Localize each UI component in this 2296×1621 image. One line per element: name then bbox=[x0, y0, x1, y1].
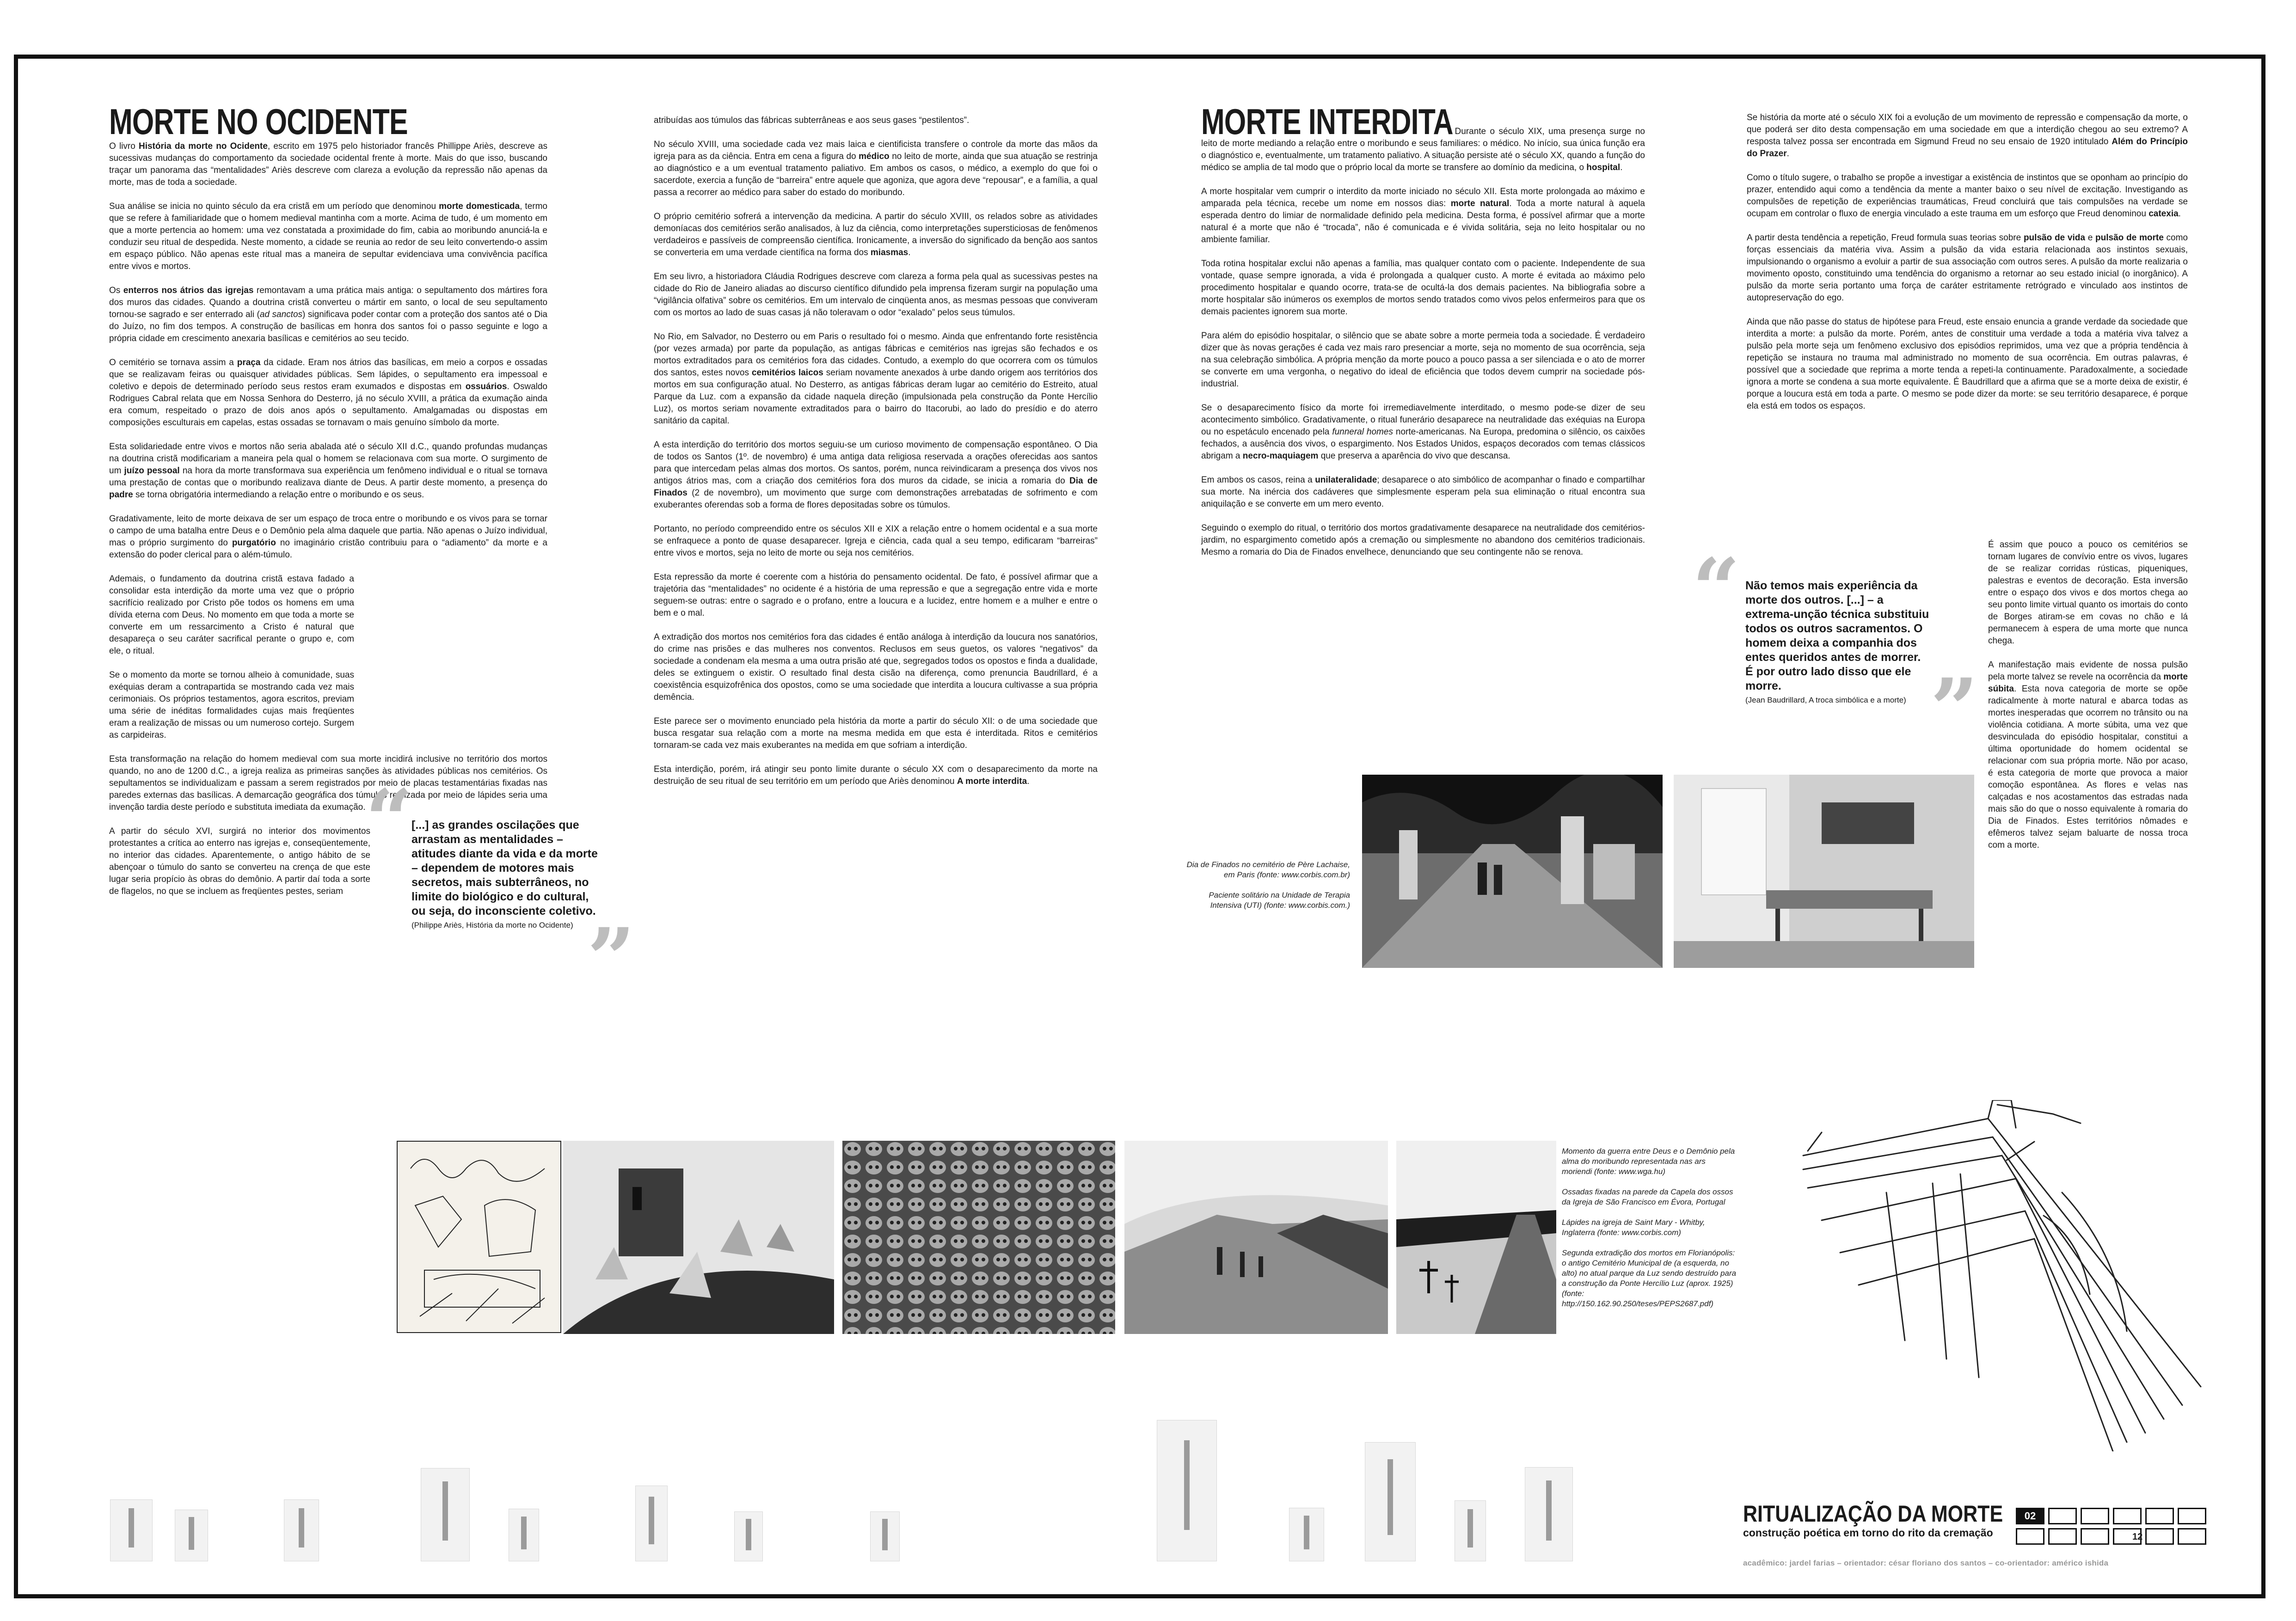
project-title: RITUALIZAÇÃO DA MORTE bbox=[1743, 1501, 2003, 1527]
paragraph: O cemitério se tornava assim a praça da cidade. Eram nos átrios das basílicas, em meio a corpos e ossadas que se realizavam feiras ou quaisquer atividades públicas. Sem lápides, o sepultamento era impessoal e coletivo e depois de determinado período seus restos eram exumados e dispostas em ossuários. Oswaldo Rodrigues Cabral relata que em Nossa Senhora do Desterro, já no século XVIII, a prática da exumação ainda era comum, respeitado o prazo de dois anos após o sepultamento. Amalgamadas ou dispostas em composições esculturais em capelas, estas ossadas se tornavam o mais genuíno símbolo da morte. bbox=[109, 358, 547, 428]
memorial-pillar bbox=[870, 1511, 900, 1561]
project-subtitle: construção poética em torno do rito da cremação bbox=[1743, 1527, 1993, 1539]
sheet-cell bbox=[2048, 1528, 2077, 1545]
paragraph: Ainda que não passe do status de hipótese para Freud, este ensaio enuncia a grande verdade da sociedade que interdita a morte: a pulsão da morte. Porém, antes de constituir uma verdade a toda a matéria viva talvez a pulsão pela morte seja um fenômeno exclusivo dos episódios reprimidos, uma vez que a própria tendência à repetição se instaura no trauma mal administrado no momento de sua ocorrência. Em outras palavras, é possível que a sociedade que reprima a morte tenda a repeti-la continuamente. Paradoxalmente, a sociedade ignora a morte se condena a sua morte equivalente. É Baudrillard que a afirma que se a morte deixa de existir, é porque a loucura está em toda a parte. O mesmo se pode dizer da morte: se seu território desaparece, é porque ela está em todos os espaços. bbox=[1747, 317, 2188, 411]
credits-line: acadêmico: jardel farias – orientador: césar floriano dos santos – co-orientador: américo ishida bbox=[1743, 1559, 2109, 1567]
photo-roadside-crosses bbox=[1396, 1141, 1556, 1334]
photo-evora-bones bbox=[842, 1141, 1115, 1334]
paragraph: No século XVIII, uma sociedade cada vez mais laica e cientificista transfere o controle da morte das mãos da igreja para as da ciência. Entra em cena a figura do médico no leito de morte, ainda que sua atuação se restrinja ao diagnóstico e a um eventual tratamento paliativo. Em ambos os casos, o médico, a exemplo do que foi o sacerdote, exercia a função de “barreira” entre aquele que agoniza, que agora deve “repousar”, e a família, a qual passa a recorrer ao médico para saber do estado do moribundo. bbox=[654, 140, 1098, 197]
text-column-4 bbox=[1747, 112, 2188, 424]
photo-uti bbox=[1674, 775, 1974, 968]
paragraph: Se história da morte até o século XIX foi a evolução de um movimento de repressão e compensação da morte, o que poderá ser dito desta compensação em uma sociedade em que a interdição chegou ao seu extremo? A resposta talvez possa ser encontrada em Sigmund Freud no seu ensaio de 1920 intitulado Além do Princípio do Prazer. bbox=[1747, 113, 2188, 159]
text-column-1 bbox=[109, 101, 548, 910]
quote-baudrillard: Não temos mais experiência da morte dos outros. [...] – a extrema-unção técnica substituiu todos os outros sacramentos. O homem deixa a companhia dos entes queridos antes de morrer. É por outro lado disso que ele morre. (Jean Baudrillard, A troca simbólica e a morte) bbox=[1745, 579, 1929, 704]
memorial-pillar bbox=[1365, 1442, 1416, 1561]
architectural-sketch bbox=[1794, 1100, 2210, 1451]
sheet-cell bbox=[2113, 1508, 2142, 1524]
paragraph: Esta transformação na relação do homem medieval com sua morte incidirá inclusive no território dos mortos quando, no ano de 1200 d.C., a igreja realiza as primeiras sanções às atividades públicas nos cemitérios. Os sepultamentos se individualizam e passam a serem registrados por meio de placas testamentárias fixadas nas paredes externas das basílicas. A demarcação geográfica dos túmulos realizada por meio de lápides seria uma invenção tardia deste período e substituta imediata da exumação. bbox=[109, 754, 547, 812]
sheet-cell bbox=[2081, 1528, 2109, 1545]
memorial-pillar bbox=[635, 1486, 668, 1561]
paragraph: atribuídas aos túmulos das fábricas subterrâneas e aos seus gases “pestilentos”. bbox=[654, 116, 970, 125]
memorial-pillar bbox=[1455, 1500, 1486, 1561]
paragraph: A morte hospitalar vem cumprir o interdito da morte iniciado no século XII. Esta morte prolongada ao máximo e amparada pela técnica, recebe um nome em nossos dias: morte natural. Toda a morte natural à aquela esperada dentro do limiar de normalidade definido pela medicina. Desta forma, é possível afirmar que a morte natural é a morte que não é “trocada”, não é comunicada e é vivida solitária, seja no leito hospitalar ou no ambiente familiar. bbox=[1201, 187, 1645, 245]
footer-title-block bbox=[1743, 1502, 2045, 1539]
paragraph: Sua análise se inicia no quinto século da era cristã em um período que denominou morte domesticada, termo que se refere à familiaridade que o homem medieval mantinha com a morte. Acima de tudo, é um momento em que a morte pertencia ao homem: uma vez constatada a proximidade do fim, cabia ao moribundo anunciá-la e conduzir seu ritual de despedida. Neste momento, a cidade se reunia ao redor de seu leito convertendo-o assim em espaço público. Não apenas este ritual mas a maneira de sepultar evidenciava uma convivência pacífica entre vivos e mortos. bbox=[109, 202, 548, 271]
heading-morte-no-ocidente: MORTE NO OCIDENTE bbox=[109, 101, 408, 142]
heading-morte-interdita: MORTE INTERDITA bbox=[1201, 101, 1453, 142]
paragraph: A esta interdição do território dos mortos seguiu-se um curioso movimento de compensação espontâneo. O Dia de todos os Santos (1º. de novembro) é uma antiga data religiosa reservada a orações oferecidas aos santos para que intercedam pelas almas dos mortos. Os santos, porém, nunca reivindicaram a presença dos vivos nos antigos átrios mas, com a criação dos cemitérios fora dos muros da cidade, se inicia a romaria do Dia de Finados (2 de novembro), um movimento que surge com demonstrações arrebatadas de sofrimento e com exuberantes oferendas sob a forma de flores depositadas sobre os túmulos. bbox=[654, 440, 1098, 510]
open-quote-icon: “ bbox=[365, 771, 413, 869]
sheet-cell bbox=[2178, 1508, 2206, 1524]
memorial-pillar bbox=[1157, 1420, 1217, 1561]
paragraph: Portanto, no período compreendido entre os séculos XII e XIX a relação entre o homem ocidental e a sua morte se enfraquece a ponto de quase desaparecer. Igreja e ciência, cada qual a seu tempo, edificaram “barreiras” entre vivos e mortos, seja no leito de morte ou seja nos cemitérios. bbox=[654, 524, 1098, 558]
sheet-cell bbox=[2145, 1508, 2174, 1524]
paragraph: No Rio, em Salvador, no Desterro ou em Paris o resultado foi o mesmo. Ainda que enfrentando forte resistência (por vezes armada) por parte da população, as antigas fábricas e cemitérios nas igrejas são fechados e os mortos extraditados para os cemitérios fora das cidades. Contudo, a exemplo do que ocorrera com os túmulos dos santos, estes novos cemitérios laicos seriam novamente anexados à urbe dando origem aos territórios dos mortos em sua configuração atual. No Desterro, as antigas fábricas deram lugar ao cemitério do Estreito, atual Parque da Luz. com a expansão da cidade naquela direção (impulsionada pela construção da Ponte Hercílio Luz), os mortos seriam novamente extraditados para o bairro do Itacorubi, ao lado do presídio e do aterro sanitário da capital. bbox=[654, 332, 1098, 426]
memorial-pillar bbox=[1289, 1508, 1324, 1561]
photo-whitby-gravestones bbox=[563, 1141, 834, 1334]
text-column-2 bbox=[654, 115, 1098, 800]
sheet-cell bbox=[2081, 1508, 2109, 1524]
sheet-total: 12 bbox=[2132, 1532, 2143, 1542]
paragraph: Gradativamente, leito de morte deixava de ser um espaço de troca entre o moribundo e os vivos para se tornar o campo de uma batalha entre Deus e o Demônio pela alma daquele que partia. Não apenas o Juízo individual, mas o próprio surgimento do purgatório no imaginário cristão contribuiu para o “adiamento” da morte e a extensão do poder clerical para o além-túmulo. bbox=[109, 514, 547, 560]
paragraph: Esta solidariedade entre vivos e mortos não seria abalada até o século XII d.C., quando profundas mudanças na doutrina cristã modificariam a maneira pela qual o homem se relacionava com sua morte. O surgimento de um juízo pessoal na hora da morte transformava sua experiência um fenômeno individual e o ritual se tornava uma prestação de contas que o moribundo realizava diante de Deus. A partir deste momento, a presença do padre se torna obrigatória intermediando a relação entre o moribundo e os seus. bbox=[109, 442, 547, 500]
memorial-pillar bbox=[1525, 1467, 1573, 1561]
paragraph: Este parece ser o movimento enunciado pela história da morte a partir do século XII: o de uma sociedade que busca resgatar sua relação com a morte na mesma medida em que esta é interditada. Ritos e cemitérios tornaram-se cada vez mais exuberantes na medida em que sofriam a interdição. bbox=[654, 716, 1098, 750]
memorial-pillar bbox=[175, 1510, 208, 1561]
paragraph: A partir desta tendência a repetição, Freud formula suas teorias sobre pulsão de vida e pulsão de morte como forças essenciais da matéria viva. Assim a pulsão da vida estaria relacionada aos instintos sexuais, impulsionando o organismo a evoluir a partir de sua associação com outros seres. A pulsão da morte realizaria o movimento oposto, constituindo uma tendência do organismo a retornar ao seu estado inicial (o inorgânico). A pulsão da morte seria portanto uma força de caráter estritamente retrógrado e vinculado aos instintos de autopreservação do ego. bbox=[1747, 233, 2188, 303]
paragraph: Seguindo o exemplo do ritual, o território dos mortos gradativamente desaparece na neutralidade dos cemitérios-jardim, no espargimento cometido após a cremação ou simplesmente no abandono dos cemitérios tradicionais. Mesmo a romaria do Dia de Finados envelhece, denunciando que seu contingente não se renova. bbox=[1201, 523, 1645, 557]
paragraph: Como o título sugere, o trabalho se propõe a investigar a existência de instintos que se oponham ao princípio do prazer, entendido aqui como a tendência da mente a manter baixo o seu nível de excitação. Investigando as compulsões de repetição de experiências traumáticas, Freud concluirá que tais compulsões na verdade se ocupam em controlar o fluxo de energia vinculado a este trauma em um esforço que Freud denominou catexia. bbox=[1747, 173, 2188, 219]
quote-aries: [...] as grandes oscilações que arrastam as mentalidades – atitudes diante da vida e da morte – dependem de motores mais secretos, mais subterrâneos, no limite do biológico e do cultural, ou seja, do inconsciente coletivo. (Philippe Ariès, História da morte no Ocidente) bbox=[411, 819, 598, 930]
close-quote-icon: ” bbox=[1930, 661, 1978, 758]
caption-finados: Dia de Finados no cemitério de Père Lachaise, em Paris (fonte: www.corbis.com.br) Paciente solitário na Unidade de Terapia Intensiva (UTI) (fonte: www.corbis.com.) bbox=[1186, 860, 1350, 910]
paragraph: Se o desaparecimento físico da morte foi irremediavelmente interditado, o mesmo pode-se dizer de seu acontecimento simbólico. Gradativamente, o ritual funerário desaparece na neutralidade das exéquias na Europa ou no espetáculo encenado pela funneral homes norte-americanas. Na Europa, predomina o silêncio, os caixões fechados, a ausência dos vivos, o espargimento. Nos Estados Unidos, espaços decorados com temas clássicos abrigam a necro-maquiagem que preserva a aparência do vivo que descansa. bbox=[1201, 403, 1645, 461]
paragraph: Para além do episódio hospitalar, o silêncio que se abate sobre a morte permeia toda a sociedade. É verdadeiro dizer que às novas gerações é cada vez mais raro presenciar a morte, seja no momento de sua ocorrência, seja na sua celebração simbólica. A própria menção da morte pouco a pouco passa a ser silenciada e o ato de morrer se converte em uma vergonha, o negativo do ideal de eficiência que todos devem cumprir na sociedade pós-industrial. bbox=[1201, 331, 1645, 389]
memorial-pillar bbox=[421, 1468, 470, 1561]
paragraph: Em seu livro, a historiadora Cláudia Rodrigues descreve com clareza a forma pela qual as sucessivas pestes na cidade do Rio de Janeiro aliadas ao discurso científico difundido pela imprensa fizeram surgir na população uma “vigilância olfativa” sobre os cemitérios. Em um intervalo de cinqüenta anos, as mesmas pessoas que conviveram com os mortos ao lado de suas casas já não toleravam o odor “exalado” pelos seus túmulos. bbox=[654, 272, 1098, 318]
memorial-pillar bbox=[284, 1499, 319, 1561]
paragraph: Esta interdição, porém, irá atingir seu ponto limite durante o século XX com o desaparecimento da morte na destruição de seu ritual de seu território em um período que Ariès denominou A morte interdita. bbox=[654, 765, 1098, 786]
paragraph: O livro História da morte no Ocidente, escrito em 1975 pelo historiador francês Phillippe Ariès, descreve as sucessivas mudanças do comportamento da sociedade ocidental frente à morte. Mais do que isso, buscando traçar um panorama das “mentalidades” Ariès descreve com clareza a evolução da repressão não apenas da morte, mas de toda a sociedade. bbox=[109, 141, 547, 187]
text-column-4b bbox=[1988, 539, 2188, 863]
strip-captions: Momento da guerra entre Deus e o Demônio pela alma do moribundo representada nas ars moriendi (fonte: www.wga.hu) Ossadas fixadas na parede da Capela dos ossos da Igreja de São Francisco em Évora, Portugal Lápides na igreja de Saint Mary - Whitby, Inglaterra (fonte: www.corbis.com) Segunda extradição dos mortos em Florianópolis: o antigo Cemitério Municipal de (a esquerda, no alto) no atual parque da Luz sendo destruído para a construção da Ponte Hercílio Luz (aprox. 1925) (fonte: http://150.162.90.250/teses/PEPS2687.pdf) bbox=[1562, 1147, 1737, 1308]
sheet-cell bbox=[2145, 1528, 2174, 1545]
text-column-3 bbox=[1201, 101, 1645, 570]
paragraph: Toda rotina hospitalar exclui não apenas a família, mas qualquer contato com o paciente. Independente de sua vontade, quase sempre ignorada, a vida é prolongada a qualquer custo. A morte é evitada ao máximo pelo procedimento hospitalar e quando ocorre, trata-se de ocultá-la dos demais pacientes. Na bibliografia sobre a morte hospitalar são inúmeros os exemplos de mortos sendo tratados como vivos pelos enfermeiros para que os demais pacientes ignorem sua morte. bbox=[1201, 259, 1645, 317]
sheet-cell bbox=[2016, 1528, 2044, 1545]
open-quote-icon: “ bbox=[1692, 540, 1740, 638]
paragraph: MORTE INTERDITA Durante o século XIX, uma presença surge no leito de morte mediando a relação entre o moribundo e seus familiares: o médico. No início, sua única função era o diagnóstico e, eventualmente, um tratamento paliativo. A situação persiste até o século XX, quando a função do médico se amplia de tal modo que o próprio local da morte se transfere ao domínio da medicina, o hospital. bbox=[1201, 101, 1645, 172]
sheet-number: 02 bbox=[2016, 1508, 2044, 1524]
paragraph: Em ambos os casos, reina a unilateralidade; desaparece o ato simbólico de acompanhar o finado e compartilhar sua morte. Na inércia dos cadáveres que simplesmente esperam pela sua eliminação o ritual encontra sua aniquilação e se converte em um mero evento. bbox=[1201, 475, 1645, 509]
paragraph: Se o momento da morte se tornou alheio à comunidade, suas exéquias deram a contrapartida se mostrando cada vez mais cerimoniais. Os próprios testamentos, agora escritos, previam uma série de inéditas formalidades cujas mais freqüentes eram a realização de missas ou um numeroso cortejo. Surgem as carpideiras. bbox=[109, 670, 354, 740]
memorial-pillar bbox=[734, 1511, 763, 1561]
memorial-pillar bbox=[509, 1509, 539, 1561]
photo-pere-lachaise bbox=[1362, 775, 1663, 968]
paragraph: Esta repressão da morte é coerente com a história do pensamento ocidental. De fato, é possível afirmar que a trajetória das “mentalidades” no ocidente é a história de uma repressão e que a segregação entre vida e morte seguem-se outras: entre o sagrado e o profano, entre a loucura e a lucidez, entre homem e a mulher e entre o bem e o mal. bbox=[654, 572, 1098, 618]
paragraph: Os enterros nos átrios das igrejas remontavam a uma prática mais antiga: o sepultamento dos mártires fora dos muros das cidades. Quando a doutrina cristã converteu o mártir em santo, o local de seu sepultamento tornou-se sagrado e ser enterrado ali (ad sanctos) significava poder contar com a proteção dos santos até o Dia do Juízo, no fim dos tempos. A construção de basílicas em honra dos santos foi o passo seguinte e logo a própria cidade em crescimento anexaria basílicas e cemitérios ao seu tecido. bbox=[109, 286, 548, 343]
memorial-pillar bbox=[110, 1499, 153, 1561]
photo-cemetery-destruction bbox=[1124, 1141, 1388, 1334]
paragraph: O próprio cemitério sofrerá a intervenção da medicina. A partir do século XVIII, os relados sobre as atividades demoníacas dos cemitérios serão analisados, à luz da ciência, como interpretações supersticiosas de fenômenos verdadeiros e passíveis de compreensão científica. Ironicamente, a inversão do significado da benção aos santos se converteria em uma verdade científica na forma dos miasmas. bbox=[654, 212, 1098, 257]
sheet-cell bbox=[2048, 1508, 2077, 1524]
engraving-ars-moriendi bbox=[397, 1141, 561, 1333]
paragraph: A partir do século XVI, surgirá no interior dos movimentos protestantes a crítica ao enterro nas igrejas e, conseqüentemente, no interior das cidades. Aparentemente, o antigo hábito de se abençoar o túmulo do santo se converteu na crença de que este lugar seria propício às obras do demônio. A partir daí toda a sorte de flagelos, no que se incluem as freqüentes pestes, seriam bbox=[109, 826, 370, 896]
paragraph: Ademais, o fundamento da doutrina cristã estava fadado a consolidar esta interdição da morte uma vez que o próprio sacrifício realizado por Cristo põe todos os homens em uma dívida eterna com Deus. No momento em que toda a morte se converte em um ressarcimento a Cristo é natural que desapareça o seu caráter sacrifical perante o grupo e, com ele, o ritual. bbox=[109, 574, 354, 656]
paragraph: A extradição dos mortos nos cemitérios fora das cidades é então análoga à interdição da loucura nos sanatórios, do crime nas prisões e das mulheres nos conventos. Reclusos em seus guetos, os valores “negativos” da sociedade a condenam ela mesma a uma outra prisão até que, segregados todos os opostos e finda a dualidade, deles se extinguem o existir. O resultado final desta cisão na diferença, como prenuncia Baudrillard, é a coexistência esquizofrênica dos opostos, como se uma sociedade que interdita a loucura cultivasse a sua própria demência. bbox=[654, 632, 1098, 702]
sheet-cell bbox=[2178, 1528, 2206, 1545]
paragraph: A manifestação mais evidente de nossa pulsão pela morte talvez se revele na ocorrência da morte súbita. Esta nova categoria de morte se opõe radicalmente à morte natural e abarca todas as mortes inesperadas que ocorrem no trânsito ou na violência cotidiana. A morte súbita, uma vez que desvinculada do episódio hospitalar, constitui a última oportunidade do homem ocidental se relacionar com sua própria morte. Não por acaso, é esta categoria de morte que provoca a maior comoção espontânea. As flores e velas nas calçadas e nos acostamentos das estradas nada mais são do que o nosso equivalente à romaria do Dia de Finados. Estes territórios nômades e efêmeros talvez sejam baluarte de nossa troca com a morte. bbox=[1988, 660, 2188, 850]
paragraph: É assim que pouco a pouco os cemitérios se tornam lugares de convívio entre os vivos, lugares de se realizar corridas rústicas, piqueniques, palestras e eventos de decoração. Esta inversão entre o espaço dos vivos e dos mortos chega ao seu ponto limite virtual quanto os imortais do conto de Borges atiram-se em covas no chão e lá permanecem à espera de uma morte que nunca chega. bbox=[1988, 540, 2188, 646]
close-quote-icon: ” bbox=[587, 910, 635, 1008]
